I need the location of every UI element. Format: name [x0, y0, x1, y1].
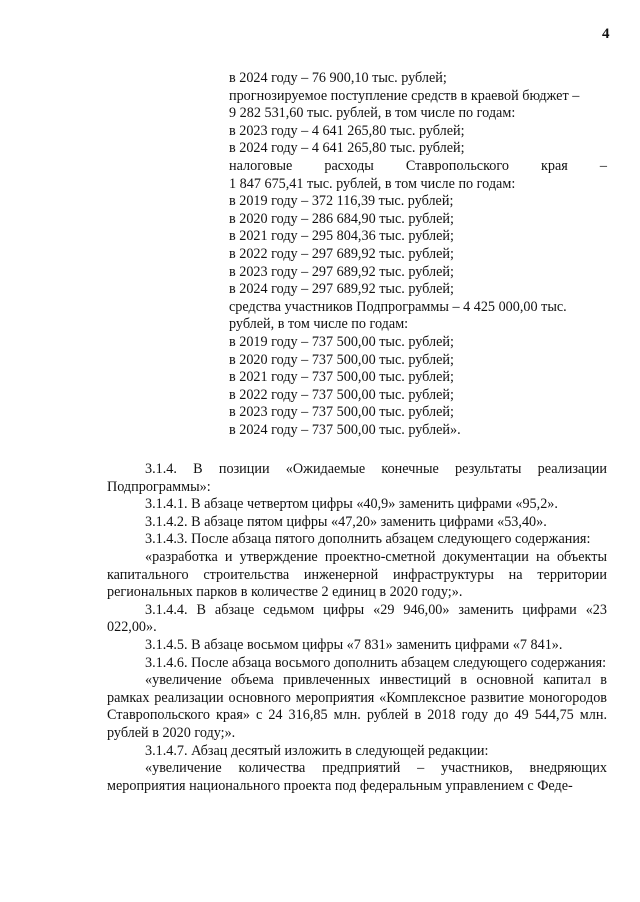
tax-expenses-word: края	[540, 157, 568, 174]
tax-expenses-word: Ставропольского	[405, 157, 509, 174]
quoted-paragraph: «разработка и утверждение проектно-сметной документации на объекты капитального строительства инженерной инфраструктуры на территории региональных парков в количестве 2 единиц в 2020 году;».	[107, 548, 607, 601]
paragraph: 3.1.4.4. В абзаце седьмом цифры «29 946,00» заменить цифрами «23 022,00».	[107, 601, 607, 636]
funding-line: в 2024 году – 76 900,10 тыс. рублей;	[229, 70, 447, 86]
quoted-paragraph: «увеличение объема привлеченных инвестиций в основной капитал в рамках реализации основного мероприятия «Комплексное развитие моногородов Ставропольского края» с 24 316,85 млн. рублей в 2018 году до 49 544,75 млн. рублей в 2020 году;».	[107, 672, 607, 741]
participants-line	[229, 299, 607, 317]
tax-expenses-word: налоговые	[229, 157, 293, 174]
funding-line: в 2024 году – 297 689,92 тыс. рублей;	[229, 281, 454, 298]
paragraph: 3.1.4. В позиции «Ожидаемые конечные результаты реализации Подпрограммы»:	[107, 461, 607, 495]
funding-line: рублей, в том числе по годам:	[229, 316, 409, 333]
funding-line: в 2022 году – 737 500,00 тыс. рублей;	[229, 386, 454, 403]
tax-expenses-line	[229, 158, 607, 176]
paragraph: 3.1.4.3. После абзаца пятого дополнить абзацем следующего содержания:	[145, 531, 591, 548]
participants-text: средства участников Подпрограммы – 4 425 000,00 тыс.	[229, 298, 567, 315]
paragraph: 3.1.4.6. После абзаца восьмого дополнить абзацем следующего содержания:	[145, 654, 607, 671]
tax-expenses-word: расходы	[324, 157, 374, 174]
funding-line: в 2021 году – 295 804,36 тыс. рублей;	[229, 228, 454, 245]
amendments-section	[107, 461, 607, 795]
tax-expenses-word: –	[599, 157, 607, 174]
quoted-paragraph: «увеличение количества предприятий – участников, внедряющих мероприятия национального проекта под федеральным управлением с Феде-	[107, 760, 607, 794]
funding-block	[229, 70, 607, 439]
paragraph: 3.1.4.2. В абзаце пятом цифры «47,20» заменить цифрами «53,40».	[145, 513, 547, 530]
funding-line: в 2023 году – 4 641 265,80 тыс. рублей;	[229, 122, 465, 139]
funding-line: в 2019 году – 737 500,00 тыс. рублей;	[229, 333, 454, 350]
funding-line: в 2023 году – 737 500,00 тыс. рублей;	[229, 404, 454, 421]
funding-line: прогнозируемое поступление средств в краевой бюджет –	[229, 87, 580, 104]
funding-line: в 2020 году – 286 684,90 тыс. рублей;	[229, 210, 454, 227]
funding-line: в 2023 году – 297 689,92 тыс. рублей;	[229, 263, 454, 280]
funding-line: в 2019 году – 372 116,39 тыс. рублей;	[229, 193, 454, 210]
page-number: 4	[602, 26, 610, 42]
paragraph: 3.1.4.5. В абзаце восьмом цифры «7 831» заменить цифрами «7 841».	[145, 636, 563, 653]
paragraph: 3.1.4.1. В абзаце четвертом цифры «40,9» заменить цифрами «95,2».	[145, 496, 558, 513]
funding-line: 9 282 531,60 тыс. рублей, в том числе по годам:	[229, 105, 516, 122]
funding-line: 1 847 675,41 тыс. рублей, в том числе по годам:	[229, 175, 516, 192]
funding-line: в 2024 году – 737 500,00 тыс. рублей».	[229, 421, 461, 438]
funding-line: в 2020 году – 737 500,00 тыс. рублей;	[229, 351, 454, 368]
funding-line: в 2022 году – 297 689,92 тыс. рублей;	[229, 245, 454, 262]
funding-line: в 2021 году – 737 500,00 тыс. рублей;	[229, 369, 454, 386]
paragraph: 3.1.4.7. Абзац десятый изложить в следующей редакции:	[145, 742, 489, 759]
funding-line: в 2024 году – 4 641 265,80 тыс. рублей;	[229, 140, 465, 157]
